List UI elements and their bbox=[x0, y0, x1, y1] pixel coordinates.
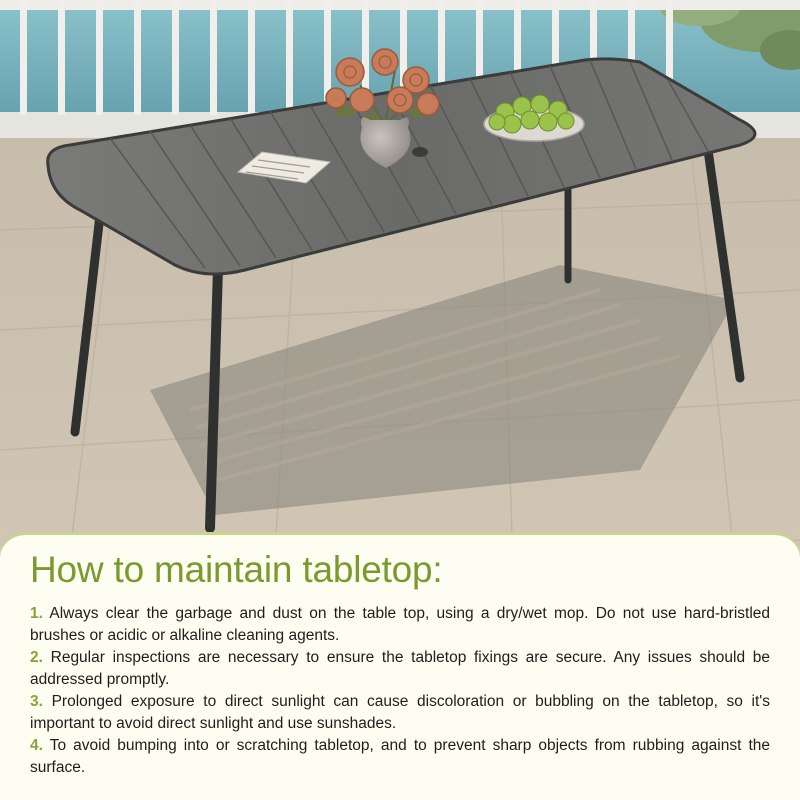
maintenance-title: How to maintain tabletop: bbox=[30, 549, 443, 590]
tip-number: 2. bbox=[30, 649, 43, 666]
maintenance-tip bbox=[30, 735, 770, 779]
tip-number: 1. bbox=[30, 605, 43, 622]
maintenance-card bbox=[0, 532, 800, 800]
maintenance-tip bbox=[30, 647, 770, 691]
tip-text: To avoid bumping into or scratching tabletop, and to prevent sharp objects from rubbing against the surface. bbox=[30, 737, 770, 776]
maintenance-tips-list bbox=[30, 603, 770, 779]
maintenance-tip bbox=[30, 691, 770, 735]
maintenance-tip bbox=[30, 603, 770, 647]
tip-number: 3. bbox=[30, 693, 43, 710]
tip-text: Always clear the garbage and dust on the table top, using a dry/wet mop. Do not use hard-bristled brushes or acidic or alkaline cleaning agents. bbox=[30, 605, 771, 644]
tip-number: 4. bbox=[30, 737, 43, 754]
tip-text: Regular inspections are necessary to ensure the tabletop fixings are secure. Any issues should be addressed promptly. bbox=[30, 649, 770, 688]
tip-text: Prolonged exposure to direct sunlight can cause discoloration or bubbling on the tabletop, so it's important to avoid direct sunlight and use sunshades. bbox=[30, 693, 770, 732]
